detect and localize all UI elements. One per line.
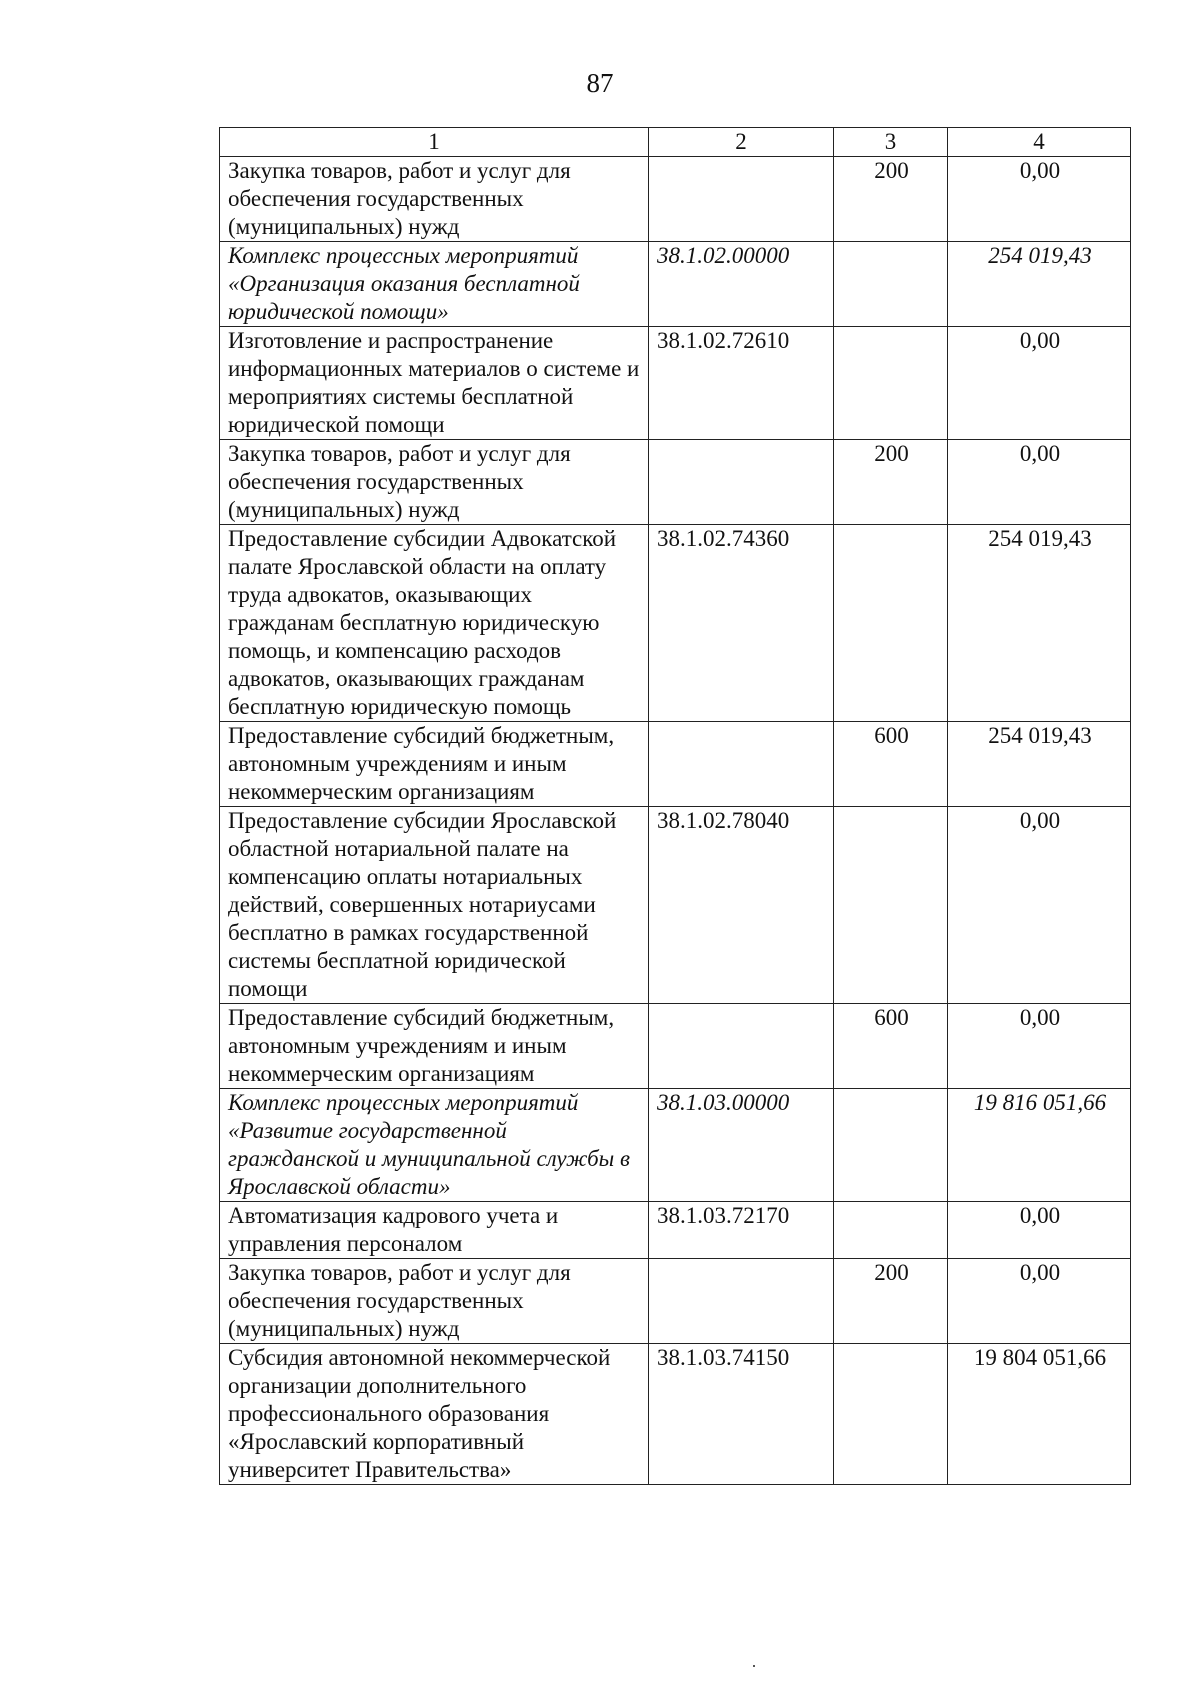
column-header-4: 4 (948, 128, 1131, 157)
row-amount: 0,00 (948, 1202, 1131, 1259)
row-code (649, 1004, 834, 1089)
row-amount: 0,00 (948, 1004, 1131, 1089)
row-code (649, 440, 834, 525)
table-row (220, 327, 1131, 440)
row-expense-type (834, 1202, 948, 1259)
table-row (220, 1202, 1131, 1259)
table-row (220, 1259, 1131, 1344)
row-amount: 19 816 051,66 (948, 1089, 1131, 1202)
scan-speck (753, 1665, 755, 1667)
row-amount: 0,00 (948, 807, 1131, 1004)
row-amount: 0,00 (948, 157, 1131, 242)
table-row (220, 157, 1131, 242)
column-header-1: 1 (220, 128, 649, 157)
table-row (220, 242, 1131, 327)
row-amount: 254 019,43 (948, 525, 1131, 722)
row-code (649, 1259, 834, 1344)
row-code: 38.1.02.00000 (649, 242, 834, 327)
row-name: Предоставление субсидии Ярославской областной нотариальной палате на компенсацию оплаты нотариальных действий, совершенных нотариусами бесплатно в рамках государственной системы бесплатной юридической помощи (220, 807, 649, 1004)
table-row (220, 1004, 1131, 1089)
row-expense-type (834, 327, 948, 440)
table-row (220, 722, 1131, 807)
row-name: Изготовление и распространение информационных материалов о системе и мероприятиях системы бесплатной юридической помощи (220, 327, 649, 440)
row-name: Предоставление субсидии Адвокатской палате Ярославской области на оплату труда адвокатов, оказывающих гражданам бесплатную юридическую помощь, и компенсацию расходов адвокатов, оказывающих гражданам бесплатную юридическую помощь (220, 525, 649, 722)
row-code: 38.1.03.00000 (649, 1089, 834, 1202)
table-row (220, 807, 1131, 1004)
row-amount: 0,00 (948, 327, 1131, 440)
row-expense-type (834, 1344, 948, 1485)
column-header-3: 3 (834, 128, 948, 157)
row-code: 38.1.02.72610 (649, 327, 834, 440)
row-code: 38.1.03.74150 (649, 1344, 834, 1485)
budget-table (219, 127, 1131, 1485)
row-name: Предоставление субсидий бюджетным, автономным учреждениям и иным некоммерческим организациям (220, 1004, 649, 1089)
row-amount: 254 019,43 (948, 722, 1131, 807)
table-row (220, 1344, 1131, 1485)
page-number: 87 (586, 68, 614, 98)
row-expense-type: 200 (834, 1259, 948, 1344)
row-code (649, 722, 834, 807)
row-expense-type: 200 (834, 157, 948, 242)
row-name: Комплекс процессных мероприятий «Развитие государственной гражданской и муниципальной службы в Ярославской области» (220, 1089, 649, 1202)
row-name: Закупка товаров, работ и услуг для обеспечения государственных (муниципальных) нужд (220, 157, 649, 242)
table-row (220, 440, 1131, 525)
row-expense-type (834, 525, 948, 722)
row-amount: 0,00 (948, 1259, 1131, 1344)
row-name: Закупка товаров, работ и услуг для обеспечения государственных (муниципальных) нужд (220, 440, 649, 525)
row-name: Закупка товаров, работ и услуг для обеспечения государственных (муниципальных) нужд (220, 1259, 649, 1344)
table-row (220, 1089, 1131, 1202)
row-amount: 19 804 051,66 (948, 1344, 1131, 1485)
row-expense-type: 600 (834, 722, 948, 807)
row-code: 38.1.03.72170 (649, 1202, 834, 1259)
row-amount: 0,00 (948, 440, 1131, 525)
table-row (220, 525, 1131, 722)
row-expense-type (834, 1089, 948, 1202)
row-code (649, 157, 834, 242)
row-name: Субсидия автономной некоммерческой организации дополнительного профессионального образования «Ярославский корпоративный университет Правительства» (220, 1344, 649, 1485)
row-expense-type: 600 (834, 1004, 948, 1089)
row-name: Комплекс процессных мероприятий «Организация оказания бесплатной юридической помощи» (220, 242, 649, 327)
row-name: Предоставление субсидий бюджетным, автономным учреждениям и иным некоммерческим организациям (220, 722, 649, 807)
row-expense-type: 200 (834, 440, 948, 525)
row-amount: 254 019,43 (948, 242, 1131, 327)
row-expense-type (834, 242, 948, 327)
table-header-row (220, 128, 1131, 157)
row-expense-type (834, 807, 948, 1004)
row-name: Автоматизация кадрового учета и управления персоналом (220, 1202, 649, 1259)
row-code: 38.1.02.74360 (649, 525, 834, 722)
row-code: 38.1.02.78040 (649, 807, 834, 1004)
column-header-2: 2 (649, 128, 834, 157)
